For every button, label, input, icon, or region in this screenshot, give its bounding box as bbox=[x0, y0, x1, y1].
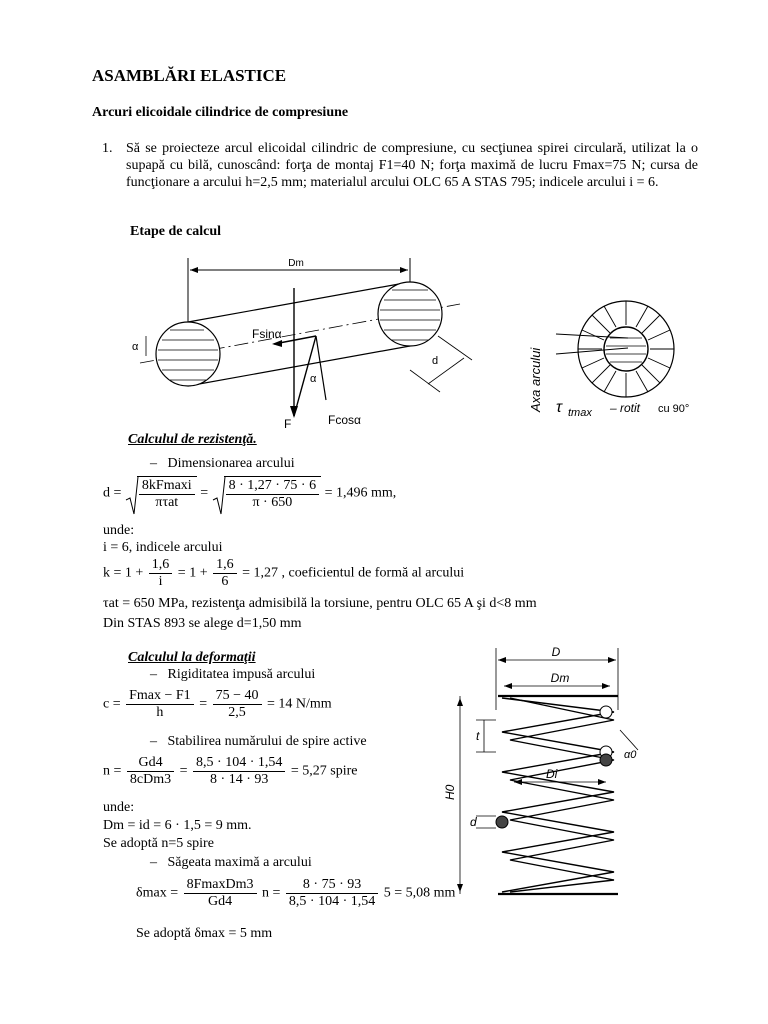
deformatii-heading: Calculul la deformaţii bbox=[128, 650, 256, 665]
alpha0-label: α0 bbox=[624, 749, 637, 761]
alpha-mid-label: α bbox=[310, 373, 317, 385]
D-label: D bbox=[551, 645, 561, 659]
section-subtitle: Arcuri elicoidale cilindrice de compresiune bbox=[92, 105, 349, 120]
deformatii-item-spire: – Stabilirea numărului de spire active bbox=[150, 734, 367, 749]
page-title: ASAMBLĂRI ELASTICE bbox=[92, 66, 287, 85]
rotit-label: – rotit bbox=[610, 401, 641, 415]
equation-n: n = $\frac{Gd4}{\text{8cDm3}}$ = $\frac{8,5 \cdot 104 \cdot 1,54}{8 \cdot 14 \cdot 93}$ = 5,27 spire bbox=[103, 755, 358, 787]
Di-label: Di bbox=[546, 767, 558, 781]
sqrt-2: $\frac{8 \cdot 1,27 \cdot 75 \cdot 6}{\pi \cdot 650}$ bbox=[212, 476, 322, 511]
etape-heading: Etape de calcul bbox=[130, 224, 221, 239]
rotit-cu90-label: cu 90° bbox=[658, 403, 690, 415]
dm-label: Dm bbox=[288, 258, 304, 269]
d-spring-label: d bbox=[470, 815, 477, 829]
tau-symbol: τ bbox=[556, 399, 562, 416]
equation-c: c = $\frac{Fmax - F1}{h}$ = $\frac{75 - 40}{2,5}$ = 14 N/mm bbox=[103, 688, 332, 720]
unde-label-1: unde: bbox=[103, 523, 135, 538]
problem-statement bbox=[102, 140, 698, 191]
axa-arcului-label: Axa arcului bbox=[528, 347, 543, 412]
sqrt-1: $\frac{8kFmaxi}{\text{πτat}}$ bbox=[125, 476, 197, 511]
adopt-delta-line: Se adoptă δmax = 5 mm bbox=[136, 926, 273, 941]
i-line: i = 6, indicele arcului bbox=[103, 540, 223, 555]
d-label: d bbox=[432, 355, 439, 367]
equation-delta: δmax = $\frac{\text{8FmaxDm3}}{Gd4}$ n = $\frac{8 \cdot 75 \cdot 93}{8,5 \cdot 104 \cdot 1,54}$ 5 = 5,08 mm bbox=[136, 877, 456, 909]
t-label: t bbox=[476, 729, 480, 743]
tau-at-line: τat = 650 MPa, rezistenţa admisibilă la torsiune, pentru OLC 65 A şi d<8 mm bbox=[103, 596, 537, 611]
fcos-label: Fcosα bbox=[328, 413, 361, 427]
problem-text: Să se proiecteze arcul elicoidal cilindric de compresiune, cu secţiunea spirei circulară, utilizat la o supapă cu bilă, cunoscând: forţa de montaj F1=40 N; forţa maximă de lucru Fmax=75 N; cursa de funcţionare a arcului h=2,5 mm; materialul arcului OLC 65 A STAS 795; indicele arcului i = 6. bbox=[126, 141, 698, 190]
f-label: F bbox=[284, 417, 292, 430]
stas-line: Din STAS 893 se alege d=1,50 mm bbox=[103, 616, 302, 631]
compression-spring-drawing bbox=[436, 640, 666, 920]
alpha-left-label: α bbox=[132, 341, 139, 353]
rezistenta-item-dimensionare: – Dimensionarea arcului bbox=[150, 456, 295, 471]
adopt-n-line: Se adoptă n=5 spire bbox=[103, 836, 214, 851]
spring-wire-diagram bbox=[120, 250, 490, 430]
deformatii-item-rigiditate: – Rigiditatea impusă arcului bbox=[150, 667, 316, 682]
equation-k: k = 1 + $\frac{1,6}{i}$ = 1 + $\frac{1,6}{6}$ = 1,27 , coeficientul de formă al arcului bbox=[103, 557, 465, 589]
equation-d: d = $\frac{8kFmaxi}{\text{πτat}}$ = $\frac{8 \cdot 1,27 \cdot 75 \cdot 6}{\pi \cdot 650}$ = 1,496 mm, bbox=[103, 476, 396, 511]
problem-number: 1. bbox=[102, 141, 113, 156]
unde-label-2: unde: bbox=[103, 800, 135, 815]
rezistenta-heading: Calculul de rezistenţă. bbox=[128, 432, 257, 447]
tmax-label: tmax bbox=[568, 407, 592, 419]
Dm-label: Dm bbox=[550, 671, 570, 685]
shear-stress-diagram bbox=[516, 282, 716, 422]
fsin-label: Fsinα bbox=[252, 327, 282, 341]
deformatii-item-sageata: – Săgeata maximă a arcului bbox=[150, 855, 312, 870]
H0-label: H0 bbox=[443, 784, 457, 800]
dm-line: Dm = id = 6 · 1,5 = 9 mm. bbox=[103, 818, 252, 833]
